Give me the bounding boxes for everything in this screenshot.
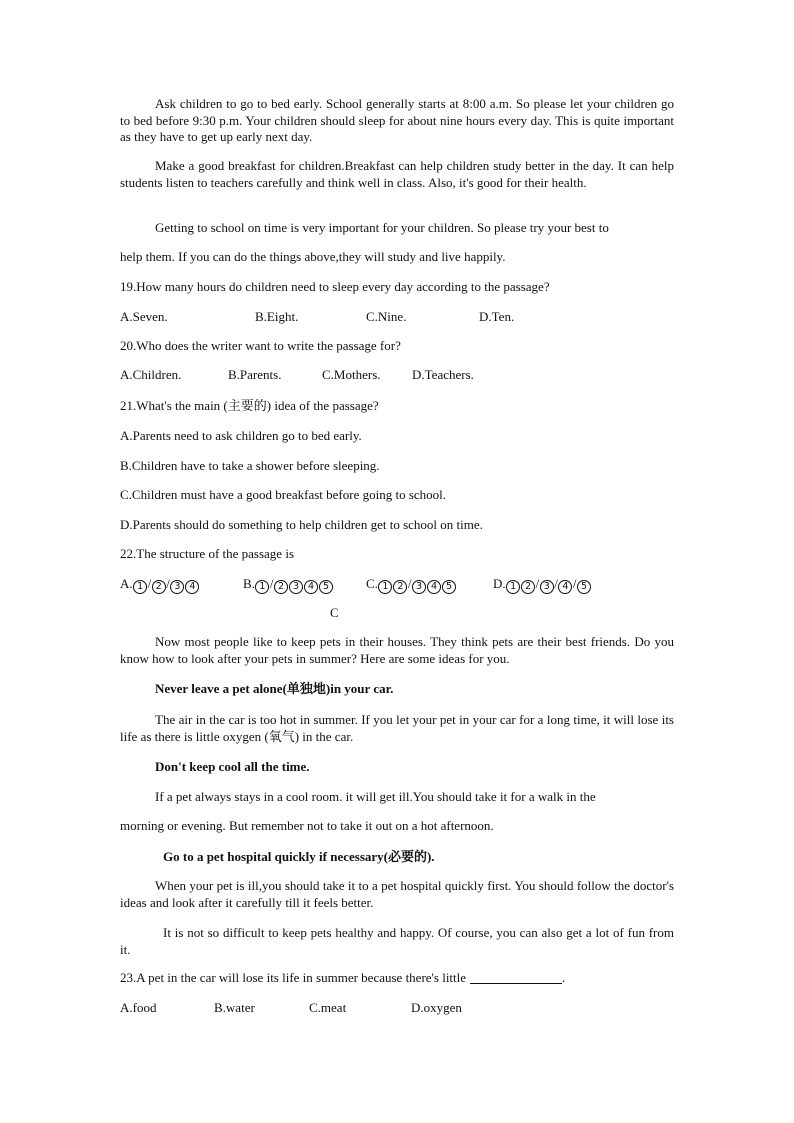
question-23-option-d[interactable]: D.oxygen — [411, 1000, 462, 1015]
paragraph-number-4-icon: 4 — [304, 580, 318, 594]
question-22-option-b[interactable] — [243, 576, 334, 594]
paragraph-number-1-icon: 1 — [506, 580, 520, 594]
question-21-option-d[interactable]: D.Parents should do something to help children get to school on time. — [120, 517, 483, 532]
question-22-option-a[interactable] — [120, 576, 200, 594]
paragraph-number-2-icon: 2 — [393, 580, 407, 594]
question-19-option-a[interactable]: A.Seven. — [120, 309, 168, 324]
paragraph-number-1-icon: 1 — [378, 580, 392, 594]
paragraph-number-5-icon: 5 — [577, 580, 591, 594]
paragraph-number-5-icon: 5 — [442, 580, 456, 594]
paragraph-number-4-icon: 4 — [427, 580, 441, 594]
option-label: A. — [120, 576, 133, 591]
question-20-option-c[interactable]: C.Mothers. — [322, 367, 381, 382]
question-21-option-c[interactable]: C.Children must have a good breakfast before going to school. — [120, 487, 447, 502]
question-23-stem-text: 23.A pet in the car will lose its life in summer because there's little — [120, 970, 467, 985]
question-23-option-b[interactable]: B.water — [214, 1000, 255, 1015]
tip-1-body: The air in the car is too hot in summer. If you let your pet in your car for a long time, it will lose its life as there is little oxygen (氧气) in the car. — [120, 712, 674, 744]
divider-slash: / — [554, 576, 558, 591]
section-c-intro: Now most people like to keep pets in their houses. They think pets are their best friends. Do you know how to look after your pets in summer? Here are some ideas for you. — [120, 634, 674, 666]
paragraph-number-3-icon: 3 — [289, 580, 303, 594]
tip-2-body-line-1: If a pet always stays in a cool room. it will get ill.You should take it for a walk in the — [155, 789, 596, 804]
tip-3-body: When your pet is ill,you should take it to a pet hospital quickly first. You should follow the doctor's ideas and look after it carefully till it feels better. — [120, 878, 674, 910]
tip-1-title: Never leave a pet alone(单独地)in your car. — [155, 681, 394, 696]
question-20-stem: 20.Who does the writer want to write the passage for? — [120, 338, 401, 353]
question-22-stem: 22.The structure of the passage is — [120, 546, 295, 561]
question-19-stem: 19.How many hours do children need to sleep every day according to the passage? — [120, 279, 550, 294]
option-label: B. — [243, 576, 255, 591]
answer-blank[interactable] — [470, 971, 562, 984]
paragraph-number-2-icon: 2 — [152, 580, 166, 594]
question-20-option-b[interactable]: B.Parents. — [228, 367, 282, 382]
question-21-option-b[interactable]: B.Children have to take a shower before sleeping. — [120, 458, 380, 473]
option-label: D. — [493, 576, 506, 591]
question-19-option-b[interactable]: B.Eight. — [255, 309, 299, 324]
question-21-option-a[interactable]: A.Parents need to ask children go to bed early. — [120, 428, 362, 443]
question-23-option-a[interactable]: A.food — [120, 1000, 157, 1015]
paragraph-number-5-icon: 5 — [319, 580, 333, 594]
question-19-option-d[interactable]: D.Ten. — [479, 309, 515, 324]
divider-slash: / — [166, 576, 170, 591]
passage-b-paragraph-1: Ask children to go to bed early. School generally starts at 8:00 a.m. So please let your children go to bed before 9:30 p.m. Your children should sleep for about nine hours every day. This is quite important as they have to get up early next day. — [120, 96, 674, 144]
tip-2-body-line-2: morning or evening. But remember not to take it out on a hot afternoon. — [120, 818, 494, 833]
question-22-option-d[interactable] — [493, 576, 592, 594]
divider-slash: / — [572, 576, 577, 591]
paragraph-number-3-icon: 3 — [170, 580, 184, 594]
paragraph-number-3-icon: 3 — [412, 580, 426, 594]
paragraph-number-4-icon: 4 — [185, 580, 199, 594]
paragraph-number-1-icon: 1 — [255, 580, 269, 594]
tip-2-title: Don't keep cool all the time. — [155, 759, 310, 774]
question-23-stem — [120, 970, 674, 987]
divider-slash: / — [147, 576, 152, 591]
question-20-option-a[interactable]: A.Children. — [120, 367, 182, 382]
question-21-stem: 21.What's the main (主要的) idea of the passage? — [120, 398, 379, 413]
question-23-stem-end: . — [562, 970, 566, 985]
paragraph-number-3-icon: 3 — [540, 580, 554, 594]
divider-slash: / — [269, 576, 274, 591]
paragraph-number-4-icon: 4 — [558, 580, 572, 594]
passage-b-paragraph-3-line-2: help them. If you can do the things above,they will study and live happily. — [120, 249, 506, 264]
paragraph-number-1-icon: 1 — [133, 580, 147, 594]
passage-b-paragraph-2: Make a good breakfast for children.Breakfast can help children study better in the day. It can help students listen to teachers carefully and think well in class. Also, it's good for their health. — [120, 158, 674, 190]
section-c-closing: It is not so difficult to keep pets healthy and happy. Of course, you can also get a lot of fun from it. — [120, 925, 674, 957]
passage-b-paragraph-3-line-1: Getting to school on time is very important for your children. So please try your best to — [155, 220, 609, 235]
paragraph-number-2-icon: 2 — [274, 580, 288, 594]
question-20-option-d[interactable]: D.Teachers. — [412, 367, 474, 382]
divider-slash: / — [407, 576, 412, 591]
tip-3-title: Go to a pet hospital quickly if necessary(必要的). — [163, 849, 435, 864]
paragraph-number-2-icon: 2 — [521, 580, 535, 594]
option-label: C. — [366, 576, 378, 591]
question-22-option-c[interactable] — [366, 576, 457, 594]
divider-slash: / — [535, 576, 540, 591]
question-19-option-c[interactable]: C.Nine. — [366, 309, 407, 324]
section-c-heading: C — [330, 605, 339, 620]
question-23-option-c[interactable]: C.meat — [309, 1000, 347, 1015]
